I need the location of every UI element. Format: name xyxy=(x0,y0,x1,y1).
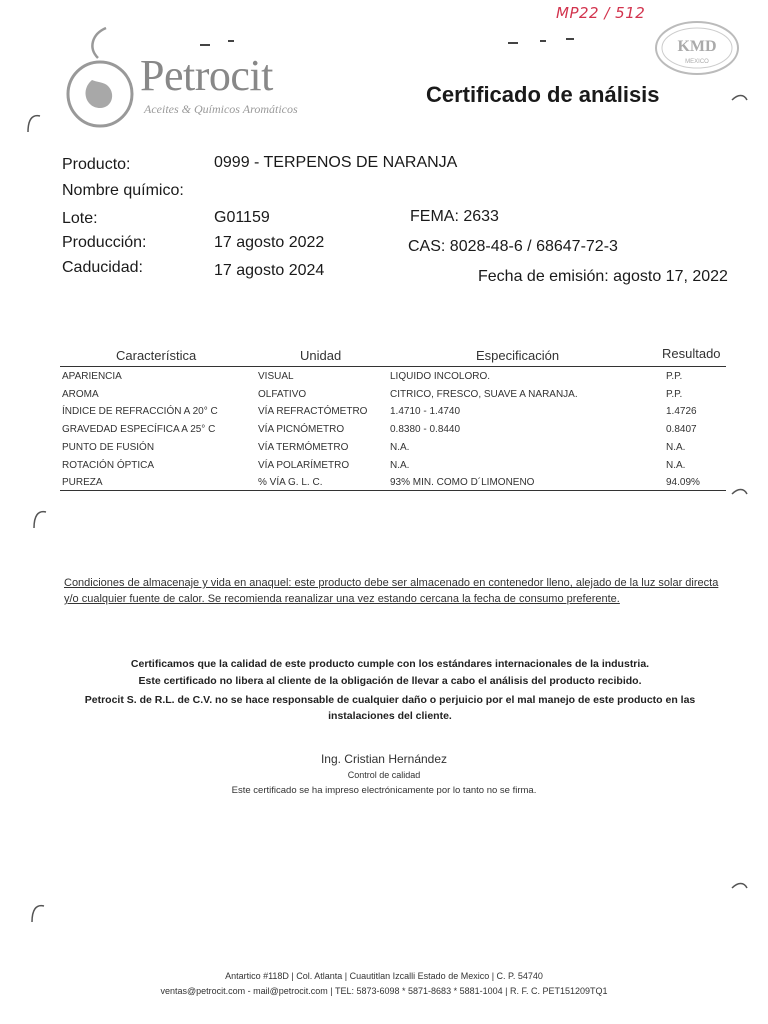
spec-row xyxy=(62,460,722,478)
cell-caracteristica: AROMA xyxy=(62,389,99,400)
scan-speck xyxy=(200,44,210,46)
cell-unidad: OLFATIVO xyxy=(258,389,307,400)
cell-resultado: P.P. xyxy=(666,371,683,382)
header-unidad: Unidad xyxy=(300,348,342,363)
certification-line-2: Este certificado no libera al cliente de la obligación de llevar a cabo el análisis del producto recibido. xyxy=(138,675,642,687)
petrocit-logo-icon xyxy=(62,24,142,132)
header-caracteristica: Característica xyxy=(116,348,197,363)
certification-line-3: Petrocit S. de R.L. de C.V. no se hace responsable de cualquier daño o perjuicio por el mal manejo de este producto en las xyxy=(84,694,696,706)
cas-value: CAS: 8028-48-6 / 68647-72-3 xyxy=(408,238,618,255)
cell-resultado: 0.8407 xyxy=(666,424,697,435)
document-title: Certificado de análisis xyxy=(426,82,660,107)
footer-address: Antartico #118D | Col. Atlanta | Cuautitlan Izcalli Estado de Mexico | C. P. 54740 xyxy=(225,971,543,981)
scan-speck xyxy=(540,40,546,42)
cell-especificacion: CITRICO, FRESCO, SUAVE A NARANJA. xyxy=(390,389,578,400)
cell-unidad: VÍA POLARÍMETRO xyxy=(258,460,350,471)
brand-tagline: Aceites & Químicos Aromáticos xyxy=(144,102,298,116)
cell-unidad: % VÍA G. L. C. xyxy=(258,477,323,488)
handwritten-note: MP22 / 512 xyxy=(556,4,646,22)
fema-value: FEMA: 2633 xyxy=(410,208,499,225)
spec-row xyxy=(62,477,722,495)
header-resultado: Resultado xyxy=(662,346,721,361)
cell-resultado: N.A. xyxy=(666,460,686,471)
cell-especificacion: LIQUIDO INCOLORO. xyxy=(390,371,491,382)
punch-hole-mark xyxy=(28,902,46,924)
signatory-name: Ing. Cristian Hernández xyxy=(320,752,448,766)
storage-conditions: Condiciones de almacenaje y vida en anaquel: este producto debe ser almacenado en contenedor lleno, alejado de la luz solar directa y/o cualquier fuente de calor. Se recomienda reanalizar una vez estando cercana la fecha de consumo preferente. xyxy=(64,577,719,605)
producto-value: 0999 - TERPENOS DE NARANJA xyxy=(214,154,458,171)
fecha-emision: Fecha de emisión: agosto 17, 2022 xyxy=(478,268,728,285)
cell-caracteristica: PUNTO DE FUSIÓN xyxy=(62,442,155,453)
spec-row xyxy=(62,389,722,407)
scan-edge-mark xyxy=(730,484,748,506)
lote-label: Lote: xyxy=(62,210,98,227)
seal-text: KMD xyxy=(677,38,717,55)
cell-unidad: VISUAL xyxy=(258,371,294,382)
scan-speck xyxy=(228,40,234,42)
cell-especificacion: N.A. xyxy=(390,460,410,471)
cell-unidad: VÍA PICNÓMETRO xyxy=(258,424,345,435)
produccion-label: Producción: xyxy=(62,234,147,251)
header-especificacion: Especificación xyxy=(476,348,560,363)
kmd-seal xyxy=(654,20,740,76)
certification-line-4: instalaciones del cliente. xyxy=(328,710,452,722)
cell-especificacion: 0.8380 - 0.8440 xyxy=(390,424,461,435)
table-bottom-rule xyxy=(60,490,726,491)
cell-especificacion: 1.4710 - 1.4740 xyxy=(390,406,461,417)
cell-unidad: VÍA REFRACTÓMETRO xyxy=(258,406,368,417)
scan-edge-mark xyxy=(730,90,748,112)
cell-caracteristica: PUREZA xyxy=(62,477,103,488)
cell-resultado: 1.4726 xyxy=(666,406,697,417)
caducidad-label: Caducidad: xyxy=(62,259,143,276)
produccion-value: 17 agosto 2022 xyxy=(214,234,325,251)
caducidad-value: 17 agosto 2024 xyxy=(214,262,325,279)
seal-subtext: MEXICO xyxy=(685,59,709,65)
spec-row xyxy=(62,424,722,442)
scan-speck xyxy=(508,42,518,44)
spec-row xyxy=(62,442,722,460)
footer-contact: ventas@petrocit.com - mail@petrocit.com | TEL: 5873-6098 * 5871-8683 * 5881-1004 | R. F. C. PET151209TQ1 xyxy=(160,986,608,996)
punch-hole-mark xyxy=(24,112,42,134)
cell-resultado: N.A. xyxy=(666,442,686,453)
punch-hole-mark xyxy=(30,508,48,530)
scan-edge-mark xyxy=(730,878,748,900)
lote-value: G01159 xyxy=(214,209,270,226)
scan-speck xyxy=(566,38,574,40)
electronic-signature-note: Este certificado se ha impreso electrónicamente por lo tanto no se firma. xyxy=(231,785,537,796)
certification-line-1: Certificamos que la calidad de este producto cumple con los estándares internacionales de la industria. xyxy=(130,658,650,670)
cell-caracteristica: APARIENCIA xyxy=(62,371,122,382)
cell-caracteristica: GRAVEDAD ESPECÍFICA A 25° C xyxy=(62,424,216,435)
cell-especificacion: 93% MIN. COMO D´LIMONENO xyxy=(390,477,535,488)
spec-row xyxy=(62,406,722,424)
cell-unidad: VÍA TERMÓMETRO xyxy=(258,442,349,453)
cell-caracteristica: ÍNDICE DE REFRACCIÓN A 20° C xyxy=(62,406,218,417)
spec-row xyxy=(62,371,722,389)
cell-especificacion: N.A. xyxy=(390,442,410,453)
nombre-quimico-label: Nombre químico: xyxy=(62,182,184,199)
cell-resultado: 94.09% xyxy=(666,477,700,488)
cell-resultado: P.P. xyxy=(666,389,683,400)
brand-name: Petrocit xyxy=(140,51,273,100)
cell-caracteristica: ROTACIÓN ÓPTICA xyxy=(62,460,155,471)
producto-label: Producto: xyxy=(62,156,131,173)
signatory-role: Control de calidad xyxy=(347,770,421,780)
table-header-rule xyxy=(60,366,726,367)
